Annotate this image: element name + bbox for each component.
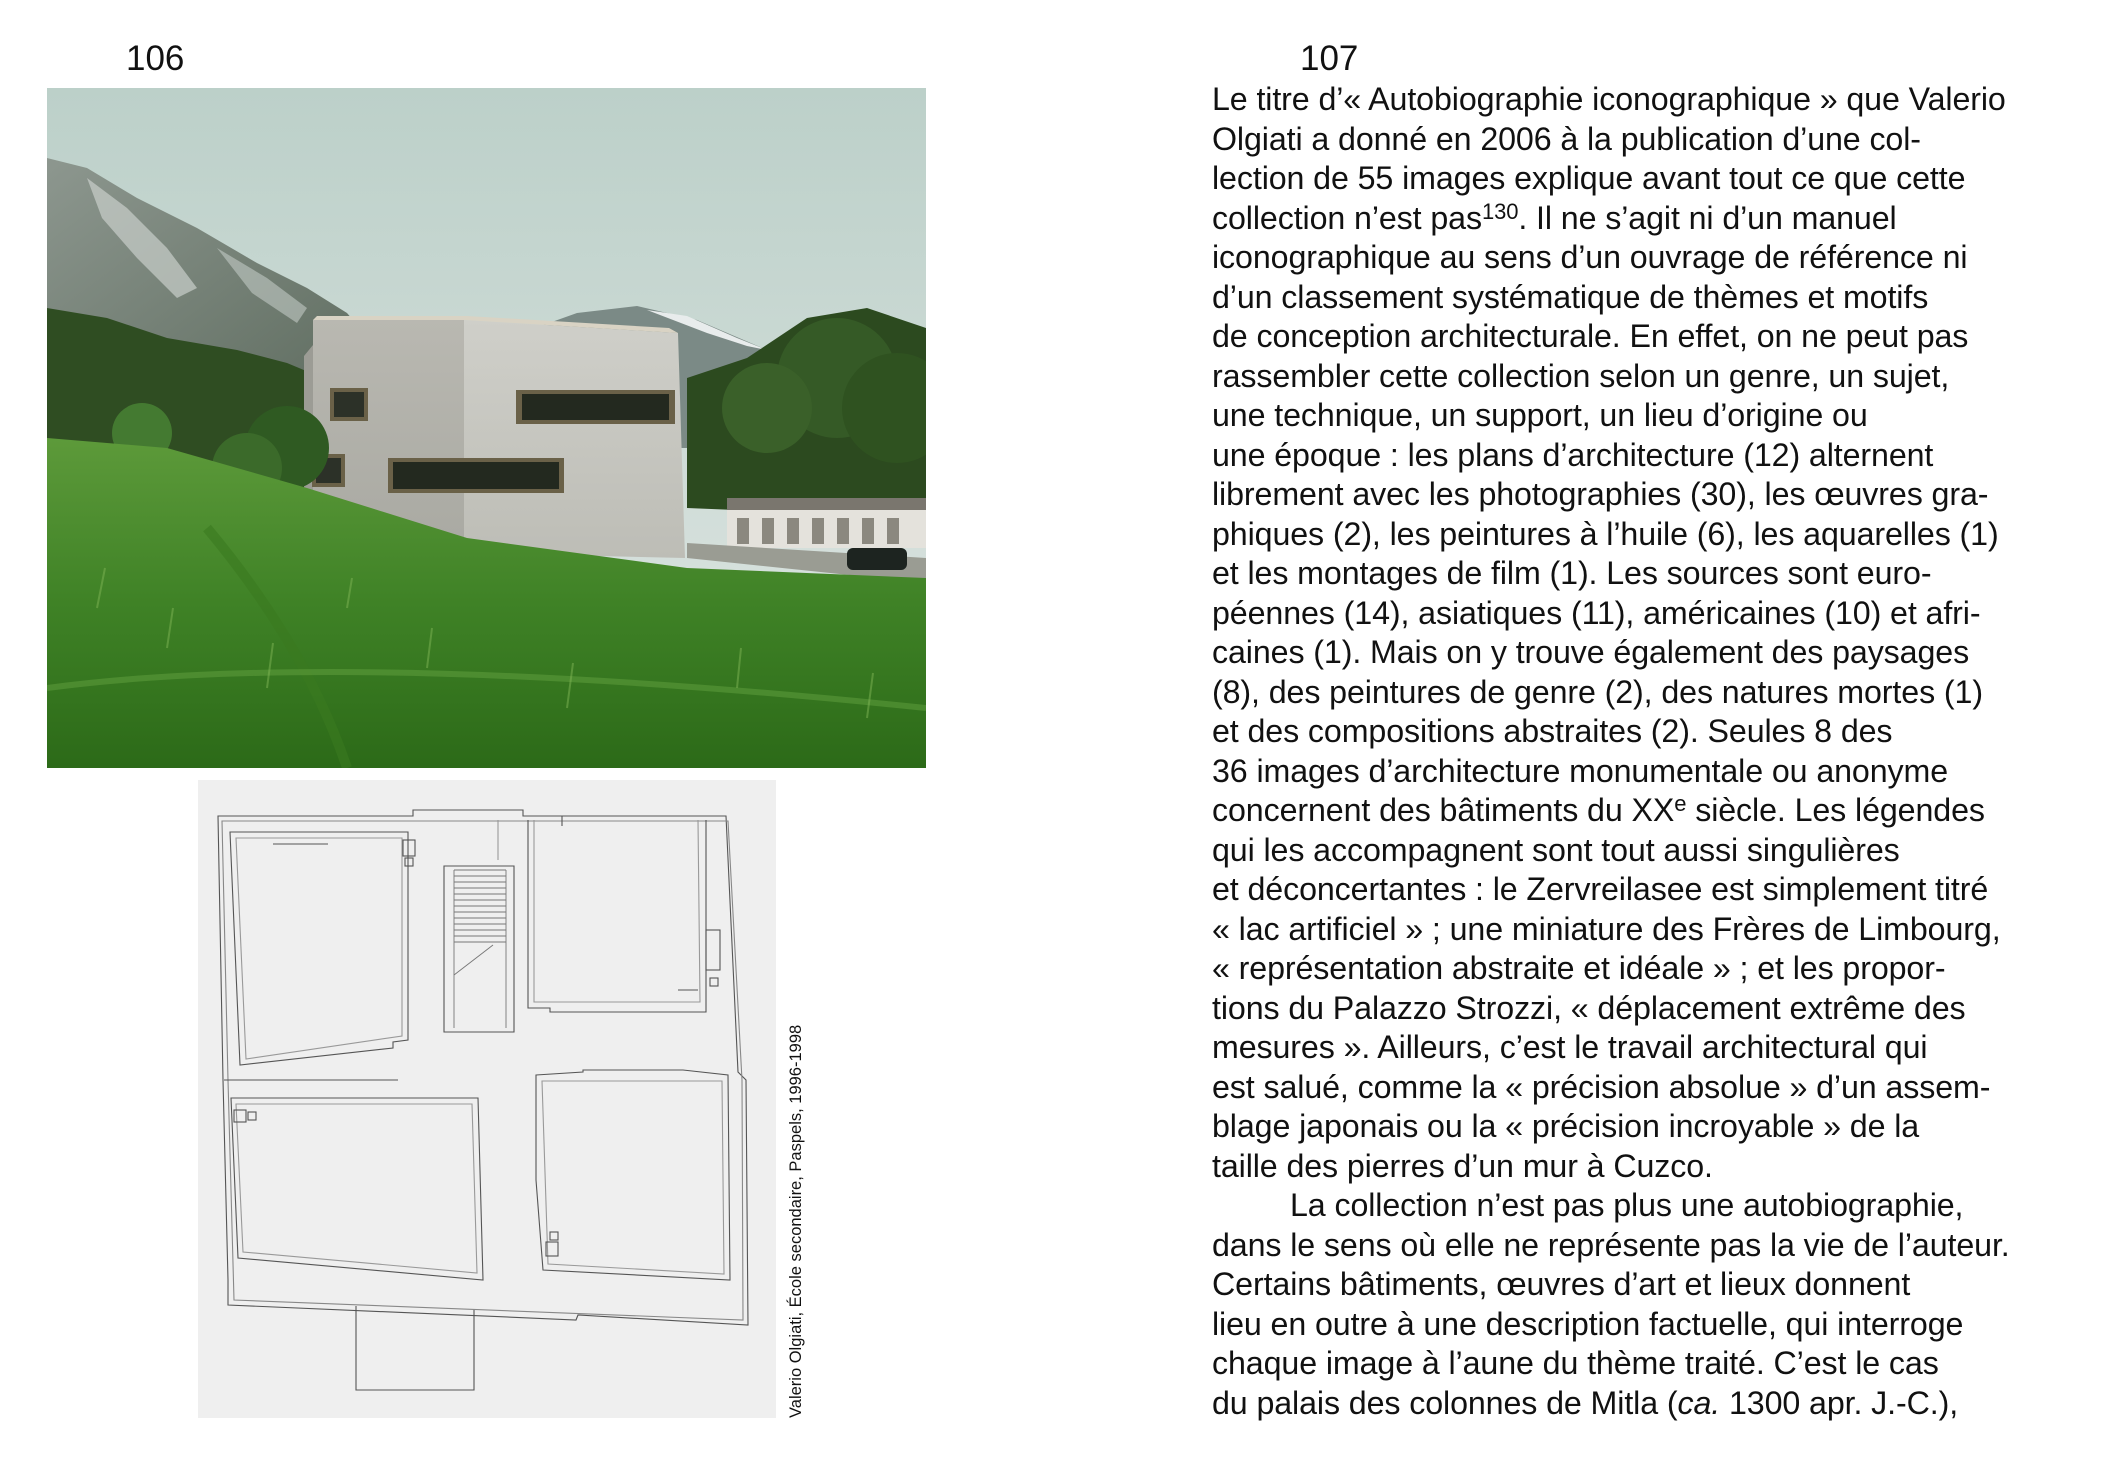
text-line: chaque image à l’aune du thème traité. C’est le cas [1212,1345,1939,1381]
text-line: rassembler cette collection selon un genre, un sujet, [1212,357,1950,394]
text-line: péennes (14), asiatiques (11), américaines (10) et afri- [1212,594,1981,631]
text-line: phiques (2), les peintures à l’huile (6), les aquarelles (1) [1212,515,1999,552]
text-line: « lac artificiel » ; une miniature des Frères de Limbourg, [1212,910,2001,947]
text-line: dans le sens où elle ne représente pas la vie de l’auteur. [1212,1226,2010,1263]
page-number-right: 107 [1300,39,1359,78]
text-line: « représentation abstraite et idéale » ; et les propor- [1212,950,1946,986]
text-line: lection de 55 images explique avant tout ce que cette [1212,160,1966,196]
text-line: iconographique au sens d’un ouvrage de référence ni [1212,239,1968,275]
text-line: de conception architecturale. En effet, on ne peut pas [1212,318,1969,354]
footnote-reference: 130 [1481,198,1519,224]
text-line: d’un classement systématique de thèmes et motifs [1212,278,1929,315]
text-line: une technique, un support, un lieu d’origine ou [1212,397,1868,433]
text-line: 36 images d’architecture monumentale ou anonyme [1212,752,1949,789]
image-caption: Valerio Olgiati, École secondaire, Paspels, 1996-1998 [787,1024,805,1418]
text-line: taille des pierres d’un mur à Cuzco. [1212,1147,1713,1184]
text-line: mesures ». Ailleurs, c’est le travail architectural qui [1212,1029,1928,1065]
body-text [1212,80,2112,1423]
text-line: Certains bâtiments, œuvres d’art et lieux donnent [1212,1266,1911,1302]
text-line: lieu en outre à une description factuelle, qui interroge [1212,1305,1964,1342]
text-line: une époque : les plans d’architecture (12) alternent [1212,436,1934,473]
text-line: qui les accompagnent sont tout aussi singulières [1212,831,1900,868]
text-line: concernent des bâtiments du XXe siècle. Les légendes [1212,791,1985,828]
text-line: et les montages de film (1). Les sources sont euro- [1212,555,1932,591]
text-line: librement avec les photographies (30), les œuvres gra- [1212,476,1989,512]
text-line: blage japonais ou la « précision incroyable » de la [1212,1108,1920,1144]
text-line: du palais des colonnes de Mitla (ca. 1300 apr. J.-C.), [1212,1384,1959,1421]
text-line: Le titre d’« Autobiographie iconographique » que Valerio [1212,81,2006,117]
text-line: tions du Palazzo Strozzi, « déplacement extrême des [1212,989,1966,1026]
text-line: et des compositions abstraites (2). Seules 8 des [1212,713,1893,749]
floor-plan [198,780,776,1418]
footnote-reference: e [1674,791,1687,816]
text-line: (8), des peintures de genre (2), des natures mortes (1) [1212,673,1983,710]
text-line: caines (1). Mais on y trouve également des paysages [1212,634,1970,670]
building-photo [47,88,926,768]
text-line: et déconcertantes : le Zervreilasee est simplement titré [1212,871,1989,907]
text-line: est salué, comme la « précision absolue » d’un assem- [1212,1068,1991,1105]
page-number-left: 106 [126,39,185,78]
text-line: collection n’est pas$^{130}$. Il ne s’agit ni d’un manuel [1212,198,1897,236]
text-line: La collection n’est pas plus une autobiographie, [1290,1187,1964,1223]
text-line: Olgiati a donné en 2006 à la publication d’une col- [1212,120,1921,157]
